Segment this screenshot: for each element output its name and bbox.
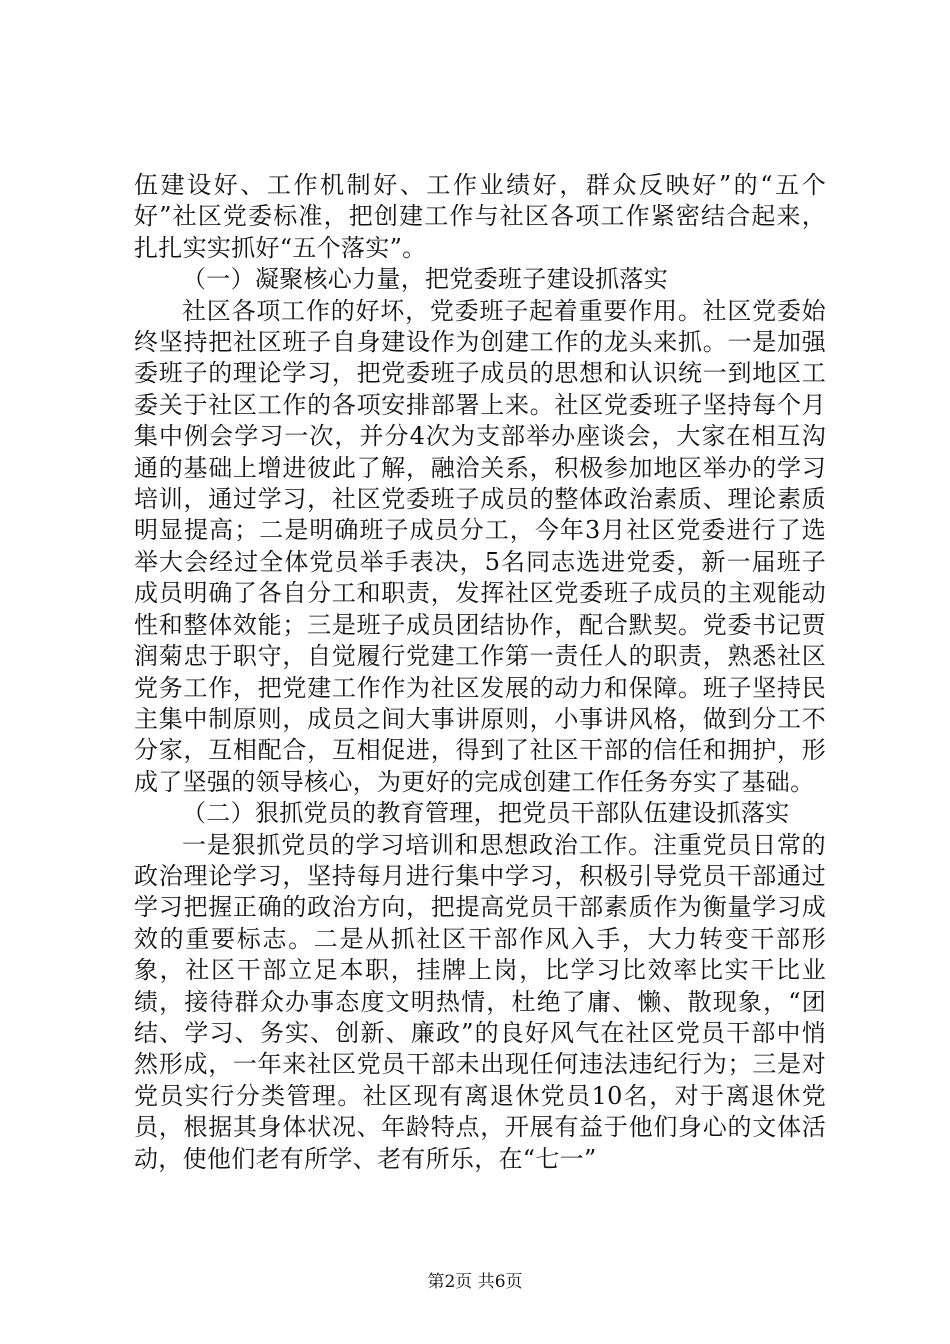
section-heading-1: （一）凝聚核心力量，把党委班子建设抓落实 xyxy=(182,265,668,294)
paragraph-continued-intro: 伍建设好、工作机制好、工作业绩好，群众反映好”的“五个好”社区党委标准，把创建工作与社区各项工作紧密结合起来，扎扎实实抓好“五个落实”。 xyxy=(134,171,826,262)
document-body xyxy=(134,170,826,1175)
paragraph-member-education: 一是狠抓党员的学习培训和思想政治工作。注重党员日常的政治理论学习，坚持每月进行集中学习，积极引导党员干部通过学习把握正确的政治方向，把提高党员干部素质作为衡量学习成效的重要标志。二是从抓社区干部作风入手，大力转变干部形象，社区干部立足本职，挂牌上岗，比学习比效率比实干比业绩，接待群众办事态度文明热情，杜绝了庸、懒、散现象，“团结、学习、务实、创新、廉政”的良好风气在社区党员干部中悄然形成，一年来社区党员干部未出现任何违法违纪行为；三是对党员实行分类管理。社区现有离退休党员10名，对于离退休党员，根据其身体状况、年龄特点，开展有益于他们身心的文体活动，使他们老有所学、老有所乐，在“七一” xyxy=(134,830,826,1173)
paragraph-committee-building: 社区各项工作的好坏，党委班子起着重要作用。社区党委始终坚持把社区班子自身建设作为创建工作的龙头来抓。一是加强委班子的理论学习，把党委班子成员的思想和认识统一到地区工委关于社区工作的各项安排部署上来。社区党委班子坚持每个月集中例会学习一次，并分4次为支部举办座谈会，大家在相互沟通的基础上增进彼此了解，融洽关系，积极参加地区举办的学习培训，通过学习，社区党委班子成员的整体政治素质、理论素质明显提高；二是明确班子成员分工，今年3月社区党委进行了选举大会经过全体党员举手表决，5名同志选进党委，新一届班子成员明确了各自分工和职责，发挥社区党委班子成员的主观能动性和整体效能；三是班子成员团结协作，配合默契。党委书记贾润菊忠于职守，自觉履行党建工作第一责任人的职责，熟悉社区党务工作，把党建工作作为社区发展的动力和保障。班子坚持民主集中制原则，成员之间大事讲原则，小事讲风格，做到分工不分家，互相配合，互相促进，得到了社区干部的信任和拥护，形成了坚强的领导核心，为更好的完成创建工作任务夯实了基础。 xyxy=(134,296,826,796)
page-number-footer: 第2页 共6页 xyxy=(427,1272,523,1292)
section-heading-2: （二）狠抓党员的教育管理，把党员干部队伍建设抓落实 xyxy=(182,799,790,828)
